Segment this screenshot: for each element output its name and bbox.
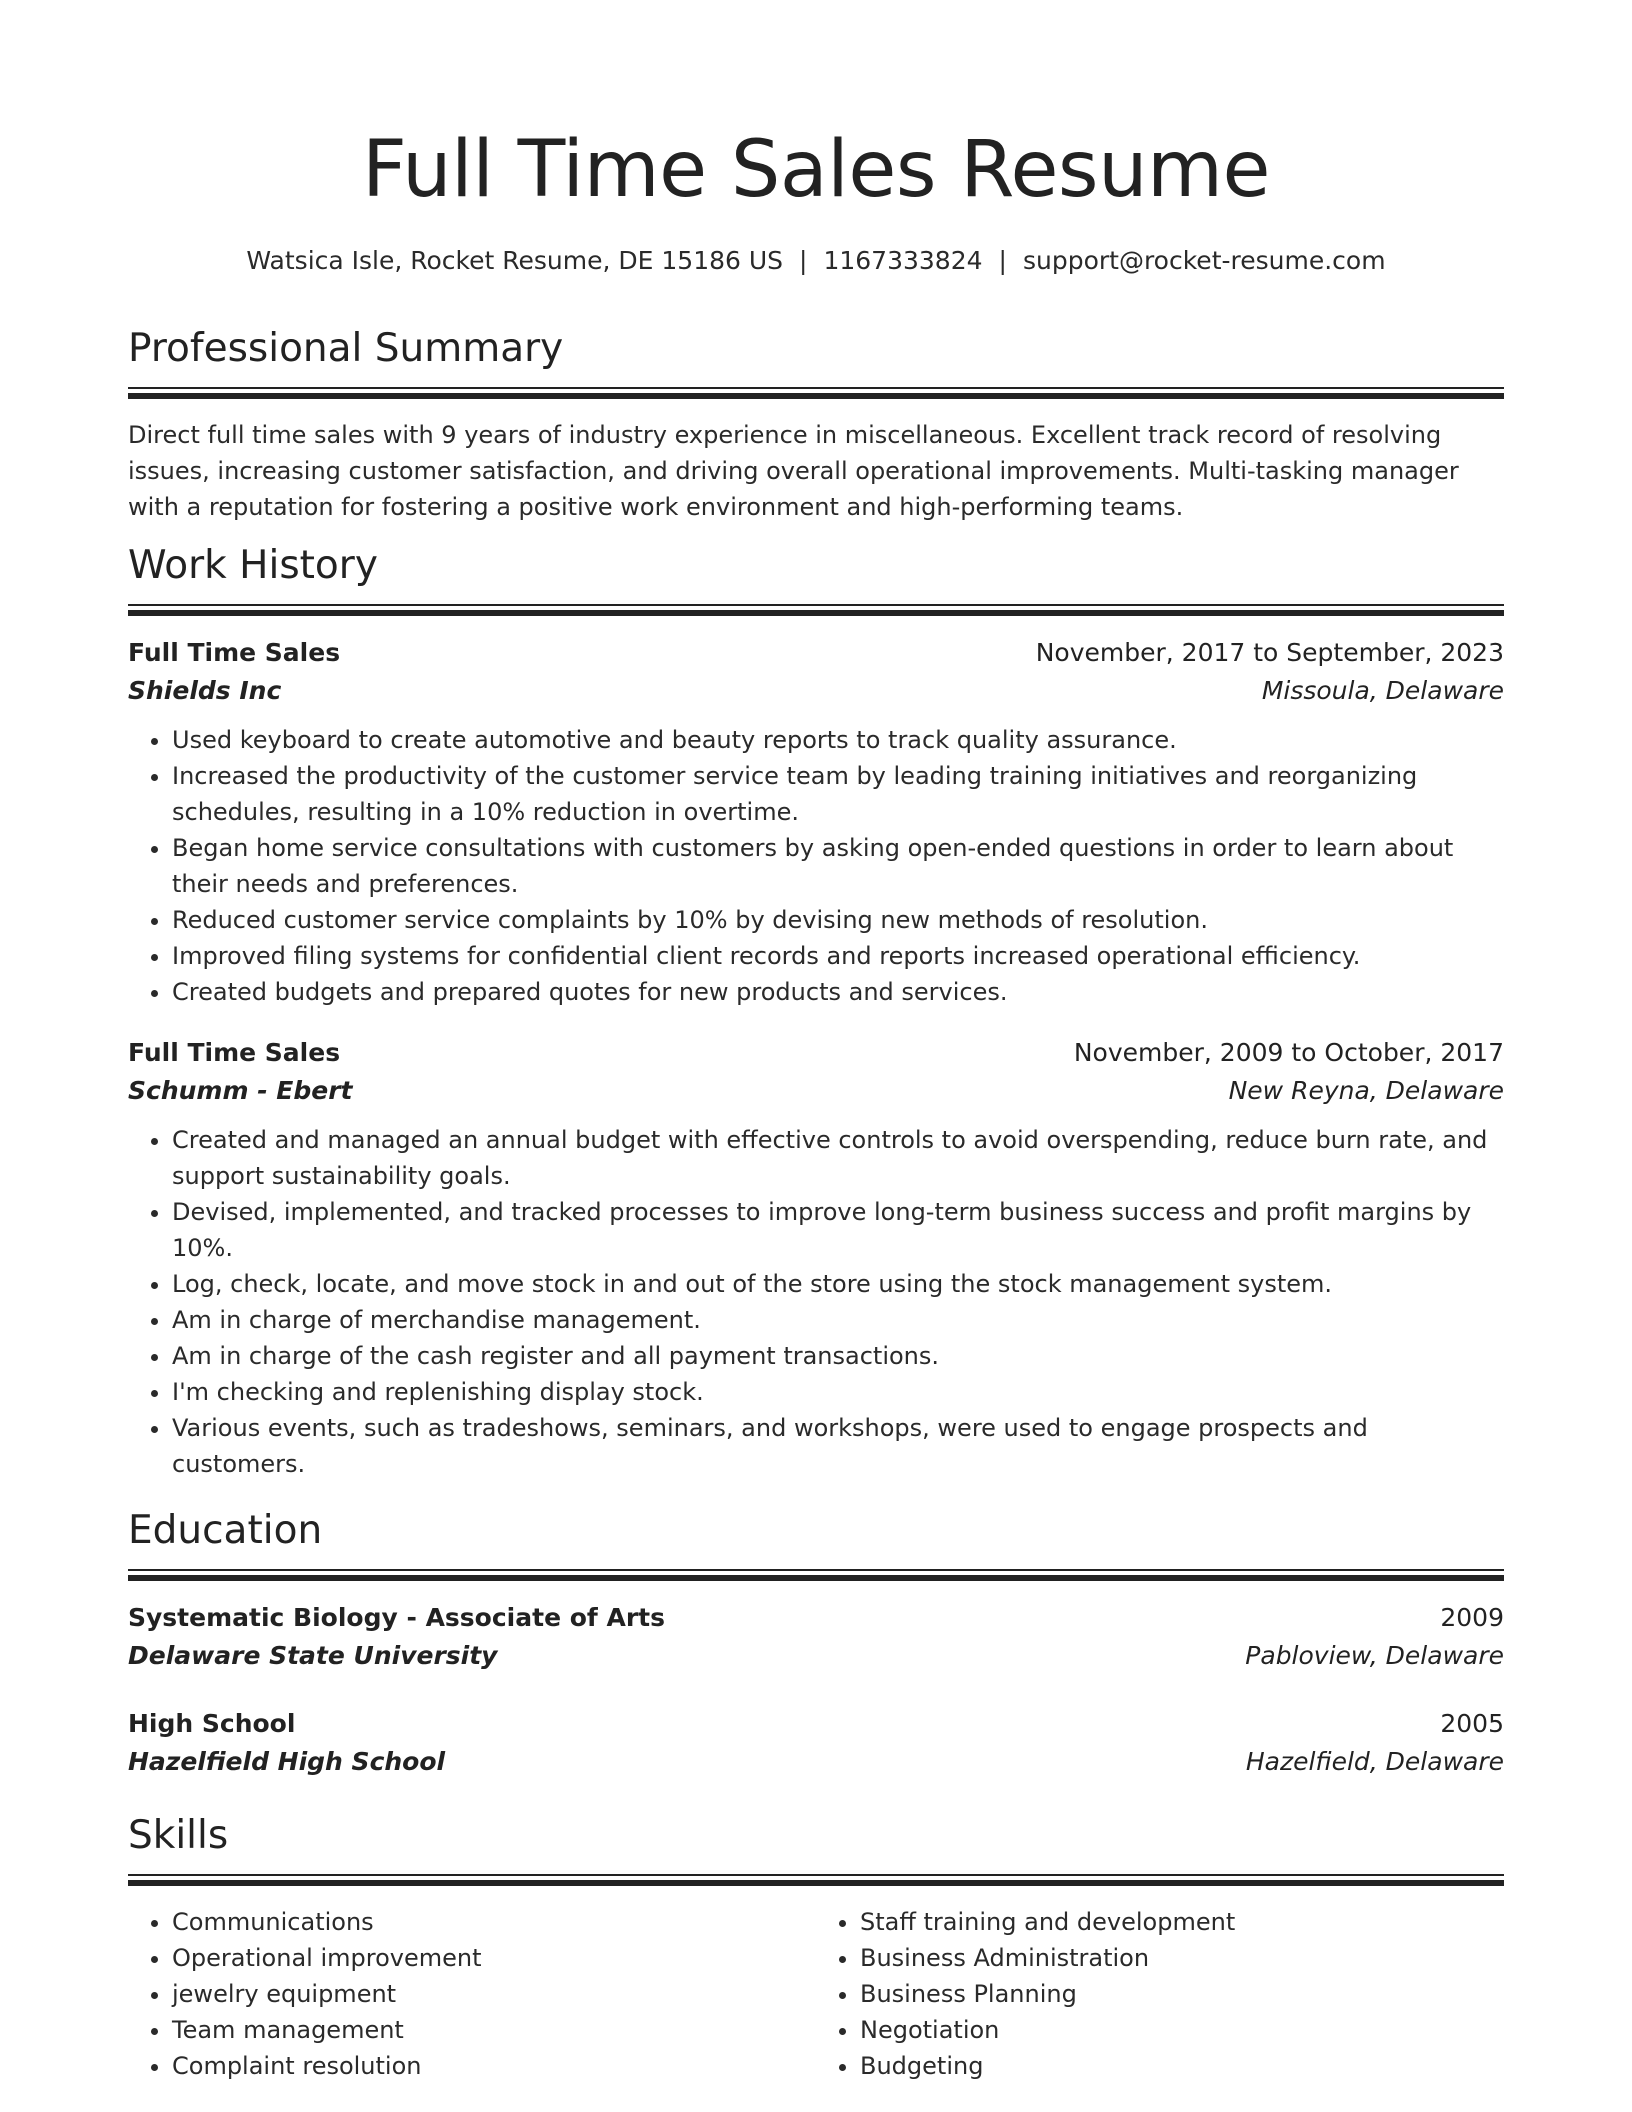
section-title-summary: Professional Summary xyxy=(128,326,564,371)
skill-item: • Operational improvement xyxy=(172,1940,816,1976)
skills-list-left xyxy=(128,1904,816,2084)
summary-text: Direct full time sales with 9 years of industry experience in miscellaneous. Excellent track record of resolving issues, increasing customer satisfaction, and driving overall operational improvements. Multi-tasking manager with a reputation for fostering a positive work environment and high-performing teams. xyxy=(128,421,1459,521)
section-title-education: Education xyxy=(128,1508,323,1553)
education-entry xyxy=(128,1599,1504,1675)
job-company-row xyxy=(128,672,1504,710)
job-bullet: • Used keyboard to create automotive and beauty reports to track quality assurance. xyxy=(172,722,1504,758)
contact-line xyxy=(128,244,1504,278)
job-bullet: • Various events, such as tradeshows, seminars, and workshops, were used to engage prospects and customers. xyxy=(172,1410,1504,1482)
skills-columns xyxy=(128,1904,1504,2084)
job-bullet: • Increased the productivity of the customer service team by leading training initiatives and reorganizing schedules, resulting in a 10% reduction in overtime. xyxy=(172,758,1504,830)
job-company: Schumm - Ebert xyxy=(128,1076,353,1105)
job-bullet: • Created and managed an annual budget with effective controls to avoid overspending, reduce burn rate, and support sustainability goals. xyxy=(172,1122,1504,1194)
job-header-row xyxy=(128,1034,1504,1072)
skill-item: • Business Planning xyxy=(860,1976,1504,2012)
job-bullet: • Improved filing systems for confidential client records and reports increased operational efficiency. xyxy=(172,938,1504,974)
contact-separator: | xyxy=(998,246,1007,275)
skill-item: • Team management xyxy=(172,2012,816,2048)
education-year: 2009 xyxy=(1440,1603,1504,1632)
contact-separator: | xyxy=(799,246,808,275)
job-bullet: • Reduced customer service complaints by 10% by devising new methods of resolution. xyxy=(172,902,1504,938)
job-bullet: • Am in charge of merchandise management. xyxy=(172,1302,1504,1338)
section-divider xyxy=(128,604,1504,616)
work-history-section xyxy=(128,541,1504,1482)
education-school: Hazelfield High School xyxy=(128,1747,446,1776)
job-bullet: • Log, check, locate, and move stock in and out of the store using the stock management system. xyxy=(172,1266,1504,1302)
education-school: Delaware State University xyxy=(128,1641,498,1670)
education-header-row xyxy=(128,1705,1504,1743)
job-location: Missoula, Delaware xyxy=(1261,676,1504,705)
job-bullet: • Am in charge of the cash register and all payment transactions. xyxy=(172,1338,1504,1374)
job-header-row xyxy=(128,634,1504,672)
resume-title: Full Time Sales Resume xyxy=(362,125,1270,215)
contact-email: support@rocket-resume.com xyxy=(1022,246,1386,275)
education-location: Hazelfield, Delaware xyxy=(1245,1747,1504,1776)
job-entry xyxy=(128,1034,1504,1482)
skill-item: • Staff training and development xyxy=(860,1904,1504,1940)
education-entry xyxy=(128,1705,1504,1781)
skill-item: • Negotiation xyxy=(860,2012,1504,2048)
section-divider xyxy=(128,1874,1504,1886)
job-bullet: • Devised, implemented, and tracked processes to improve long-term business success and profit margins by 10%. xyxy=(172,1194,1504,1266)
job-company: Shields Inc xyxy=(128,676,282,705)
education-section xyxy=(128,1506,1504,1781)
job-position: Full Time Sales xyxy=(128,638,341,667)
contact-address: Watsica Isle, Rocket Resume, DE 15186 US xyxy=(246,246,784,275)
skills-list-right xyxy=(816,1904,1504,2084)
job-dates: November, 2017 to September, 2023 xyxy=(1035,638,1504,667)
skill-item: • jewelry equipment xyxy=(172,1976,816,2012)
skill-item: • Complaint resolution xyxy=(172,2048,816,2084)
section-divider xyxy=(128,387,1504,399)
skills-section xyxy=(128,1811,1504,2084)
job-bullet: • Began home service consultations with customers by asking open-ended questions in order to learn about their needs and preferences. xyxy=(172,830,1504,902)
job-position: Full Time Sales xyxy=(128,1038,341,1067)
education-school-row xyxy=(128,1743,1504,1781)
skill-item: • Business Administration xyxy=(860,1940,1504,1976)
professional-summary-section xyxy=(128,324,1504,525)
job-entry xyxy=(128,634,1504,1010)
education-year: 2005 xyxy=(1440,1709,1504,1738)
job-location: New Reyna, Delaware xyxy=(1228,1076,1504,1105)
education-degree: High School xyxy=(128,1709,296,1738)
section-divider xyxy=(128,1569,1504,1581)
education-location: Pabloview, Delaware xyxy=(1245,1641,1504,1670)
job-bullet: • I'm checking and replenishing display stock. xyxy=(172,1374,1504,1410)
job-dates: November, 2009 to October, 2017 xyxy=(1073,1038,1504,1067)
job-company-row xyxy=(128,1072,1504,1110)
section-title-work: Work History xyxy=(128,543,378,588)
job-bullets xyxy=(128,722,1504,1010)
contact-phone: 1167333824 xyxy=(823,246,983,275)
job-bullet: • Created budgets and prepared quotes for new products and services. xyxy=(172,974,1504,1010)
section-title-skills: Skills xyxy=(128,1813,229,1858)
skill-item: • Communications xyxy=(172,1904,816,1940)
job-bullets xyxy=(128,1122,1504,1482)
education-degree: Systematic Biology - Associate of Arts xyxy=(128,1603,665,1632)
education-header-row xyxy=(128,1599,1504,1637)
education-school-row xyxy=(128,1637,1504,1675)
skill-item: • Budgeting xyxy=(860,2048,1504,2084)
